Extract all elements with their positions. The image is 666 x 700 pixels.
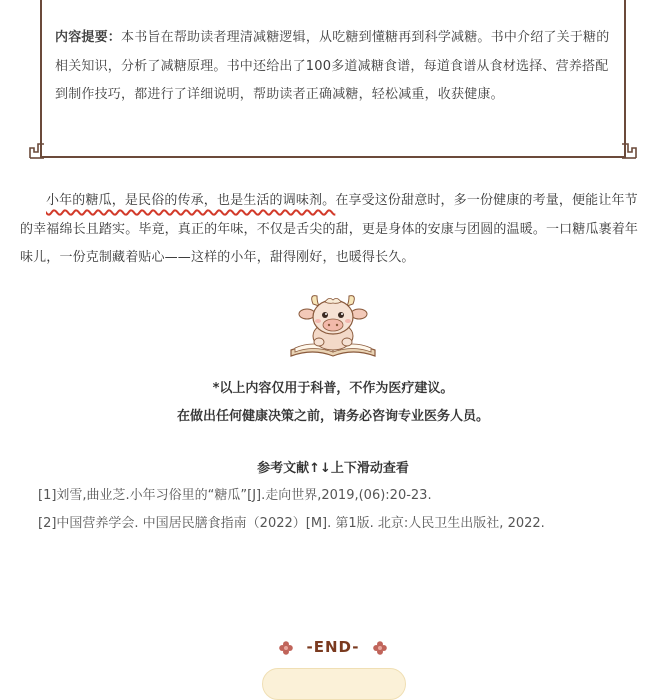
summary-label: 内容提要： (55, 30, 122, 45)
frame-corner-ornament-right (620, 142, 638, 160)
reference-item: [1]刘雪,曲业芝.小年习俗里的“糖瓜”[J].走向世界,2019,(06):20-23. (38, 488, 432, 503)
flower-icon (279, 641, 293, 655)
disclaimer-line-1: *以上内容仅用于科普，不作为医疗建议。 (212, 381, 454, 396)
book-summary (55, 24, 615, 110)
end-text: -END- (306, 638, 360, 656)
cow-reading-book-illustration (283, 290, 383, 362)
closing-paragraph (20, 187, 648, 273)
end-marker (0, 638, 666, 656)
flower-icon (373, 641, 387, 655)
highlighted-sentence: 小年的糖瓜，是民俗的传承，也是生活的调味剂。 (46, 193, 336, 208)
reference-item: [2]中国营养学会. 中国居民膳食指南（2022）[M]. 第1版. 北京:人民卫生出版社, 2022. (38, 516, 545, 531)
disclaimer-line-2: 在做出任何健康决策之前，请务必咨询专业医务人员。 (176, 409, 489, 424)
paragraph-rest: 在享受这份甜意时，多一份健康的考量，便能让年节的幸福绵长且踏实。毕竟，真正的年味，不仅是舌尖的甜，更是身体的安康与团圆的温暖。一口糖瓜裹着年味儿，一份克制藏着贴心——这样的小年，甜得刚好，也暖得长久。 (20, 193, 639, 265)
summary-body: 本书旨在帮助读者理清减糖逻辑，从吃糖到懂糖再到科学减糖。书中介绍了关于糖的相关知识，分析了减糖原理。书中还给出了100多道减糖食谱，每道食谱从食材选择、营养搭配到制作技巧，都进行了详细说明，帮助读者正确减糖，轻松减重，收获健康。 (55, 30, 610, 102)
next-section-pill (262, 668, 406, 700)
references-title: 参考文献↑↓上下滑动查看 (257, 461, 409, 476)
frame-corner-ornament-left (28, 142, 46, 160)
